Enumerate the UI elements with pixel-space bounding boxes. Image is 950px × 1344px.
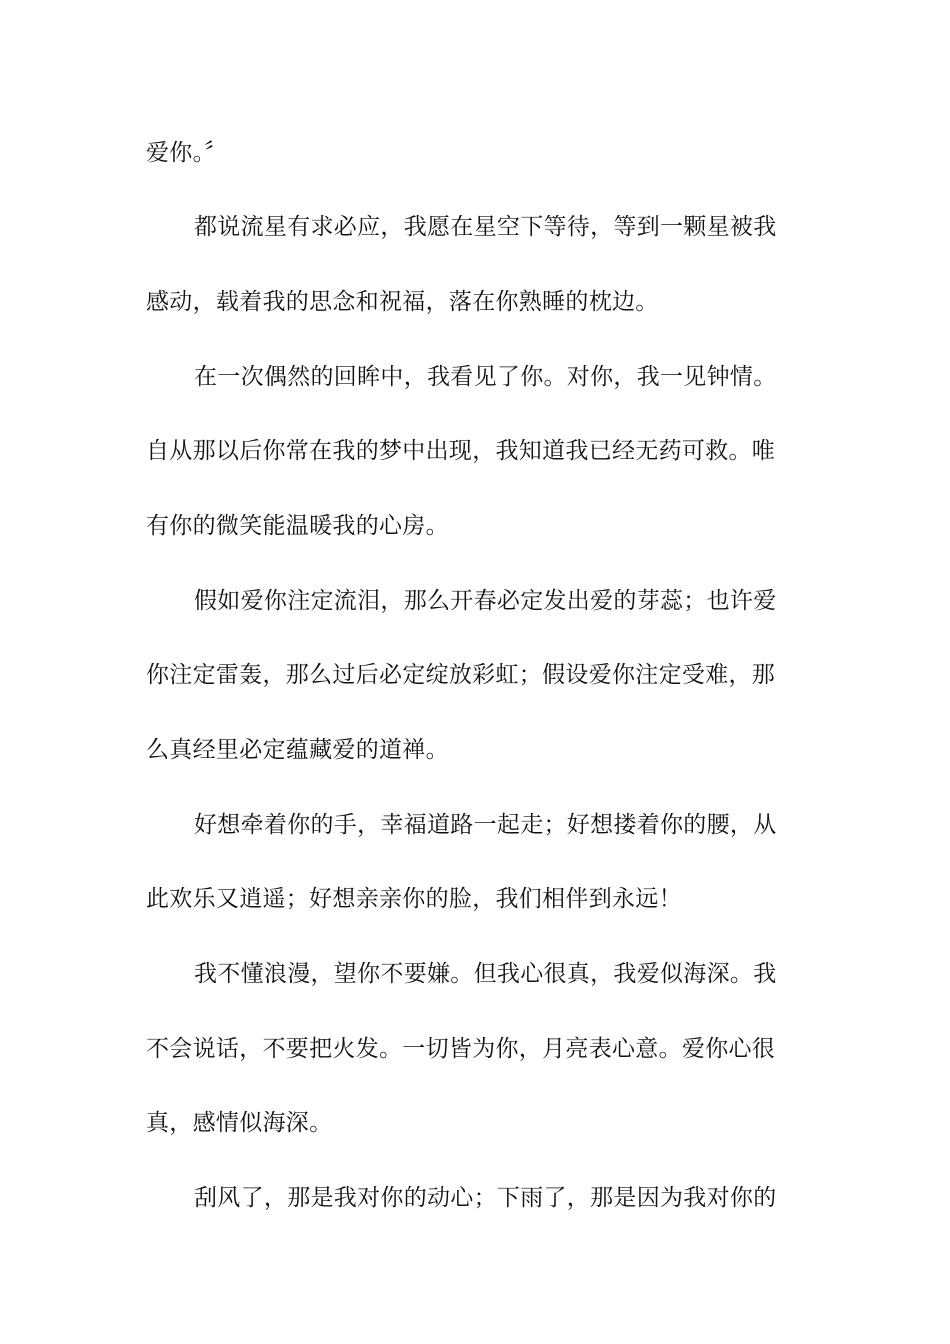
text-line: 不会说话，不要把火发。一切皆为你，月亮表心意。爱你心很 [146,1036,776,1062]
text-line: 自从那以后你常在我的梦中出现，我知道我已经无药可救。唯 [146,438,776,464]
text-line: 感动，载着我的思念和祝福，落在你熟睡的枕边。 [146,289,659,315]
text-line: 真，感情似海深。 [146,1110,333,1136]
text-line: 有你的微笑能温暖我的心房。 [146,513,449,539]
text-line: 假如爱你注定流泪，那么开春必定发出爱的芽蕊；也许爱 [194,588,777,614]
text-line: 么真经里必定蕴藏爱的道禅。 [146,737,449,763]
text-line: 好想牵着你的手，幸福道路一起走；好想搂着你的腰，从 [194,812,777,838]
text-line: 你注定雷轰，那么过后必定绽放彩虹；假设爱你注定受难，那 [146,662,776,688]
text-line: 爱你。〞 [146,140,228,166]
text-line: 我不懂浪漫，望你不要嫌。但我心很真，我爱似海深。我 [194,961,777,987]
text-line: 刮风了，那是我对你的动心；下雨了，那是因为我对你的 [194,1185,777,1211]
text-line: 此欢乐又逍遥；好想亲亲你的脸，我们相伴到永远！ [146,886,682,912]
text-line: 都说流星有求必应，我愿在星空下等待，等到一颗星被我 [194,214,777,240]
text-line: 在一次偶然的回眸中，我看见了你。对你，我一见钟情。 [194,364,777,390]
